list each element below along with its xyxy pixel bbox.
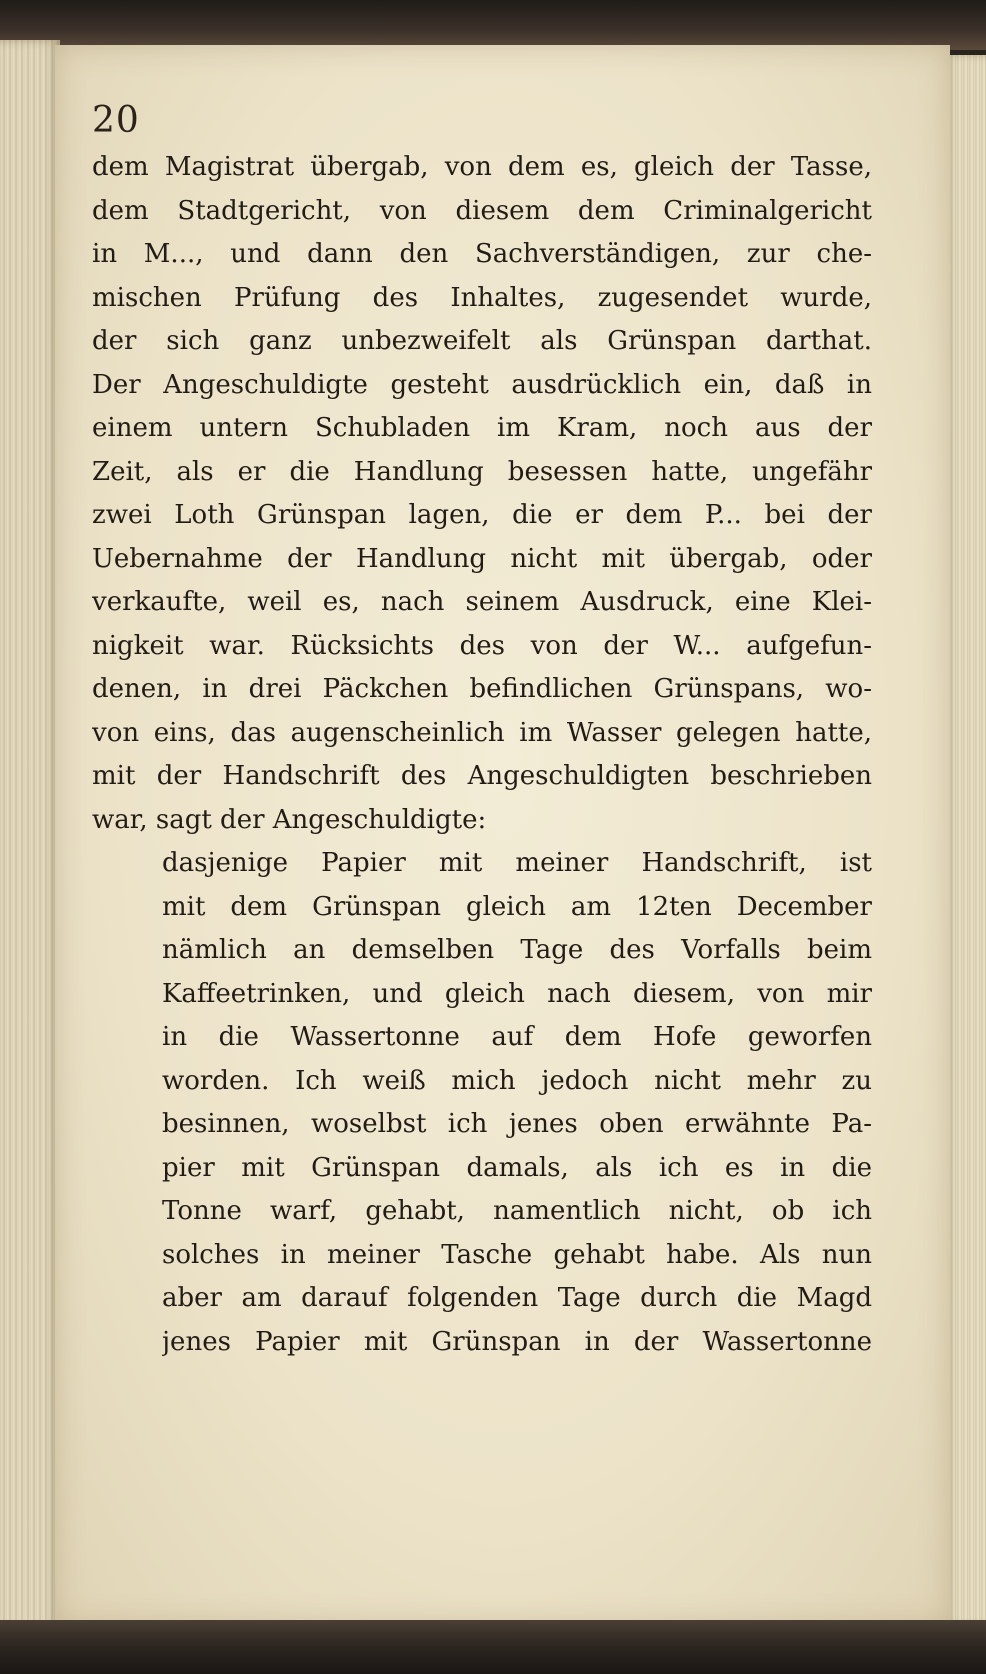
body-line: mit der Handschrift des Angeschuldigten beschrieben xyxy=(92,761,872,791)
body-line: denen, in drei Päckchen befindlichen Grünspans, wo- xyxy=(92,674,872,704)
body-line: dem Stadtgericht, von diesem dem Criminalgericht xyxy=(92,195,872,226)
page-stack-left xyxy=(0,40,60,1630)
quote-line: pier mit Grünspan damals, als ich es in die xyxy=(162,1152,872,1183)
body-line: war, sagt der Angeschuldigte: xyxy=(92,804,487,835)
quote-line: nämlich an demselben Tage des Vorfalls beim xyxy=(162,935,872,965)
quote-line: jenes Papier mit Grünspan in der Wassertonne xyxy=(162,1326,872,1357)
body-line: mischen Prüfung des Inhaltes, zugesendet wurde, xyxy=(92,282,872,313)
quote-line: dasjenige Papier mit meiner Handschrift, ist xyxy=(162,848,872,878)
quoted-statement xyxy=(162,842,872,1364)
page-stack-right xyxy=(944,55,986,1625)
quote-line: Tonne warf, gehabt, namentlich nicht, ob ich xyxy=(162,1196,872,1226)
quote-line: aber am darauf folgenden Tage durch die Magd xyxy=(162,1283,872,1313)
quote-line: worden. Ich weiß mich jedoch nicht mehr zu xyxy=(162,1065,872,1096)
body-line: verkaufte, weil es, nach seinem Ausdruck, eine Klei- xyxy=(92,587,872,617)
book-cover-bottom-edge xyxy=(0,1620,986,1674)
body-line: der sich ganz unbezweifelt als Grünspan darthat. xyxy=(92,326,872,356)
quote-line: mit dem Grünspan gleich am 12ten December xyxy=(162,891,872,922)
page-number: 20 xyxy=(92,100,140,141)
body-line: nigkeit war. Rücksichts des von der W... aufgefun- xyxy=(92,630,872,661)
quote-line: besinnen, woselbst ich jenes oben erwähnte Pa- xyxy=(162,1109,872,1139)
body-line: zwei Loth Grünspan lagen, die er dem P... bei der xyxy=(92,500,872,530)
quote-line: in die Wassertonne auf dem Hofe geworfen xyxy=(162,1022,872,1052)
body-line: von eins, das augenscheinlich im Wasser gelegen hatte, xyxy=(92,717,872,748)
body-line: dem Magistrat übergab, von dem es, gleich der Tasse, xyxy=(92,152,872,182)
body-line: Uebernahme der Handlung nicht mit übergab, oder xyxy=(92,543,872,574)
quote-line: solches in meiner Tasche gehabt habe. Als nun xyxy=(162,1239,872,1270)
book-cover-top-edge xyxy=(0,0,986,50)
body-line: einem untern Schubladen im Kram, noch aus der xyxy=(92,413,872,443)
body-line: in M..., und dann den Sachverständigen, zur che- xyxy=(92,239,872,269)
quote-line: Kaffeetrinken, und gleich nach diesem, von mir xyxy=(162,978,872,1009)
body-line: Zeit, als er die Handlung besessen hatte, ungefähr xyxy=(92,456,872,487)
page-text xyxy=(92,146,872,1364)
body-line: Der Angeschuldigte gesteht ausdrücklich ein, daß in xyxy=(92,369,872,400)
